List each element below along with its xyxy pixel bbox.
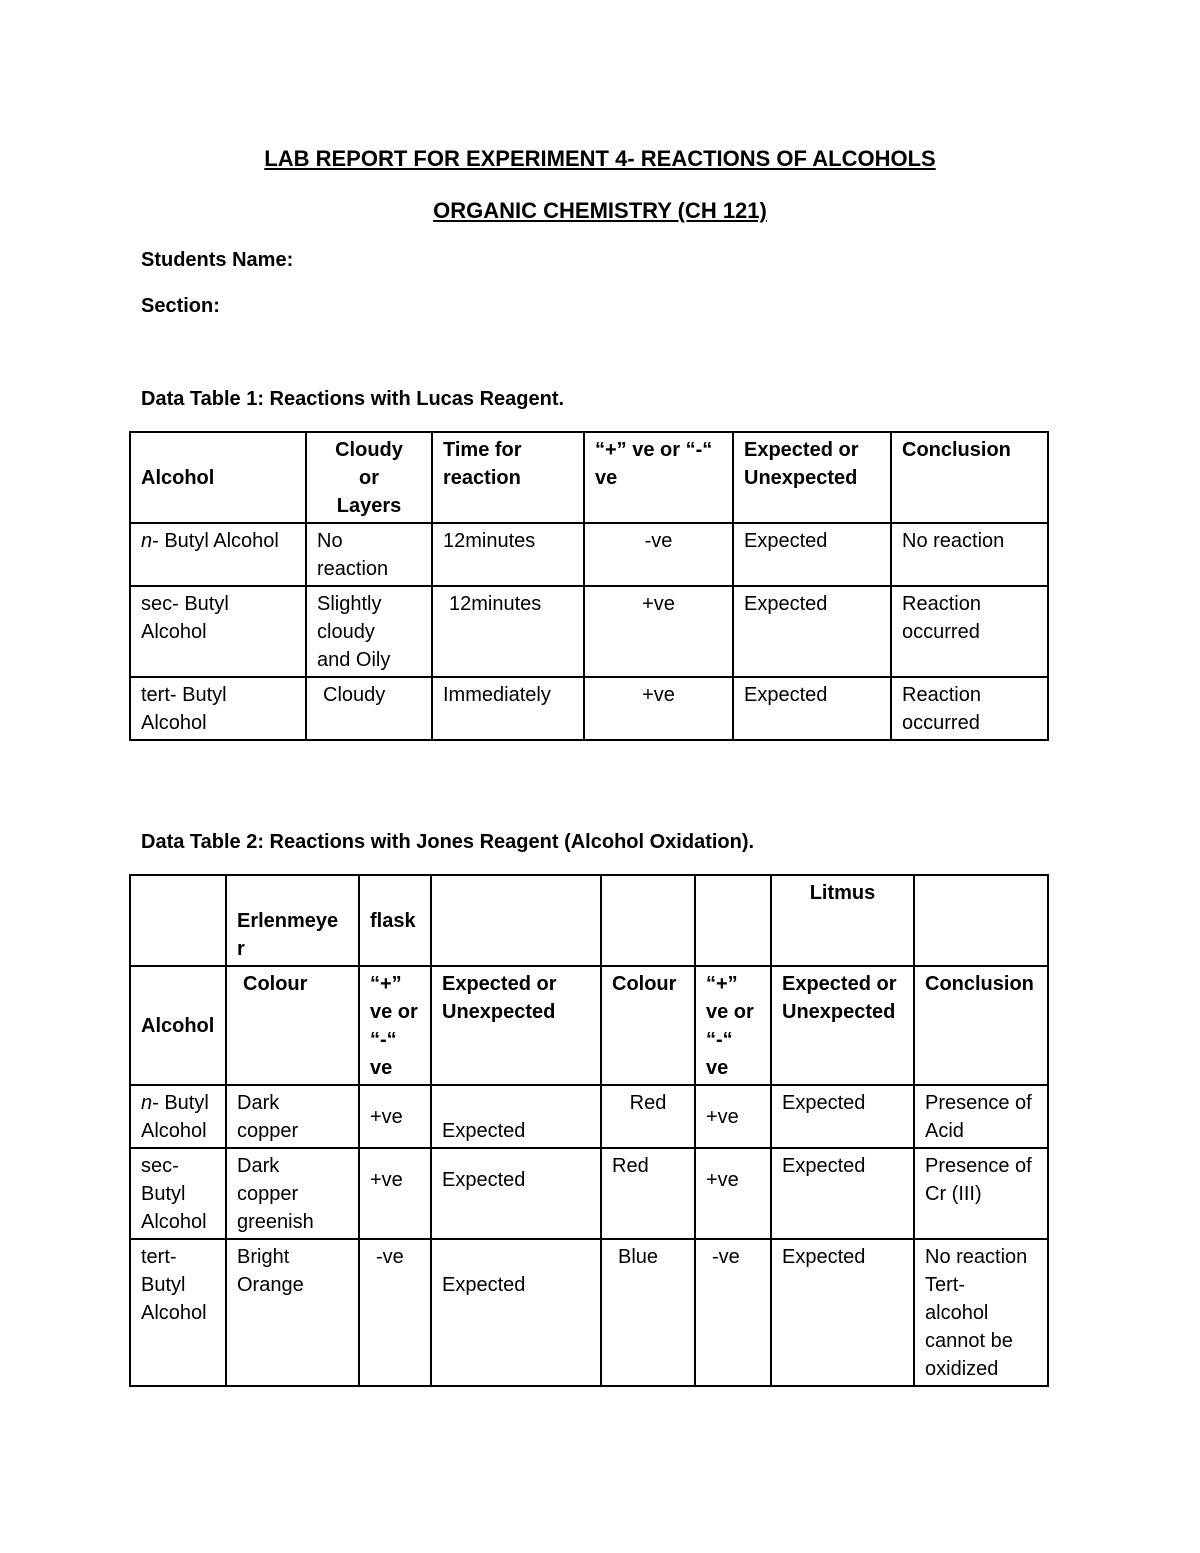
table1-caption: Data Table 1: Reactions with Lucas Reagent.: [141, 388, 565, 410]
alcohol-cell: n- Butyl Alcohol: [130, 523, 306, 586]
t1-header-sign: “+” ve or “-“ ve: [584, 432, 733, 523]
t2-header-litmus-sign: “+” ve or “-“ ve: [695, 966, 771, 1085]
t2-group-litmus: Litmus: [771, 875, 914, 966]
t2-header-colour: Colour: [226, 966, 359, 1085]
conclusion-cell: Presence of Cr (III): [914, 1148, 1048, 1239]
sign-cell: -ve: [359, 1239, 431, 1386]
conclusion-cell: No reaction: [891, 523, 1048, 586]
t1-header-alcohol: Alcohol: [130, 432, 306, 523]
litmus-colour-cell: Blue: [601, 1239, 695, 1386]
table2-group-header-row: [130, 875, 1048, 966]
cloudy-cell: Slightly cloudy and Oily: [306, 586, 432, 677]
t2-header-expected: Expected or Unexpected: [431, 966, 601, 1085]
time-cell: 12minutes: [432, 523, 584, 586]
alcohol-cell: n- Butyl Alcohol: [130, 1085, 226, 1148]
litmus-expected-cell: Expected: [771, 1085, 914, 1148]
expected-cell: Expected: [431, 1239, 601, 1386]
conclusion-cell: No reaction Tert- alcohol cannot be oxidized: [914, 1239, 1048, 1386]
t2-header-litmus-expected: Expected or Unexpected: [771, 966, 914, 1085]
expected-cell: Expected: [733, 523, 891, 586]
t2-group-flask: flask: [359, 875, 431, 966]
report-title: LAB REPORT FOR EXPERIMENT 4- REACTIONS OF ALCOHOLS: [264, 146, 936, 171]
table-row: [130, 586, 1048, 677]
table-row: [130, 523, 1048, 586]
litmus-colour-cell: Red: [601, 1085, 695, 1148]
t2-group-empty: [695, 875, 771, 966]
alcohol-cell: sec- Butyl Alcohol: [130, 586, 306, 677]
section-label: Section:: [141, 295, 220, 317]
cloudy-cell: Cloudy: [306, 677, 432, 740]
table2-header-row: [130, 966, 1048, 1085]
t2-group-erlenmeyer: Erlenmeye r: [226, 875, 359, 966]
colour-cell: Dark copper: [226, 1085, 359, 1148]
expected-cell: Expected: [431, 1085, 601, 1148]
table-row: [130, 1239, 1048, 1386]
t2-group-empty: [914, 875, 1048, 966]
t2-header-conclusion: Conclusion: [914, 966, 1048, 1085]
sign-cell: +ve: [584, 677, 733, 740]
cloudy-cell: No reaction: [306, 523, 432, 586]
t1-header-cloudy: Cloudy or Layers: [306, 432, 432, 523]
alcohol-cell: sec- Butyl Alcohol: [130, 1148, 226, 1239]
t2-header-alcohol: Alcohol: [130, 966, 226, 1085]
student-name-label: Students Name:: [141, 249, 294, 271]
sign-cell: -ve: [584, 523, 733, 586]
conclusion-cell: Reaction occurred: [891, 677, 1048, 740]
litmus-expected-cell: Expected: [771, 1148, 914, 1239]
litmus-sign-cell: +ve: [695, 1148, 771, 1239]
expected-cell: Expected: [431, 1148, 601, 1239]
expected-cell: Expected: [733, 586, 891, 677]
course-title: ORGANIC CHEMISTRY (CH 121): [433, 198, 767, 223]
litmus-sign-cell: +ve: [695, 1085, 771, 1148]
time-cell: Immediately: [432, 677, 584, 740]
table-row: [130, 1085, 1048, 1148]
alcohol-cell: tert- Butyl Alcohol: [130, 677, 306, 740]
sign-cell: +ve: [359, 1148, 431, 1239]
t2-header-sign: “+” ve or “-“ ve: [359, 966, 431, 1085]
colour-cell: Bright Orange: [226, 1239, 359, 1386]
table2-caption: Data Table 2: Reactions with Jones Reagent (Alcohol Oxidation).: [141, 831, 755, 853]
conclusion-cell: Presence of Acid: [914, 1085, 1048, 1148]
t1-header-time: Time for reaction: [432, 432, 584, 523]
sign-cell: +ve: [584, 586, 733, 677]
t2-group-empty: [601, 875, 695, 966]
litmus-sign-cell: -ve: [695, 1239, 771, 1386]
litmus-expected-cell: Expected: [771, 1239, 914, 1386]
lucas-reagent-table: [129, 431, 1049, 741]
t2-group-empty: [431, 875, 601, 966]
conclusion-cell: Reaction occurred: [891, 586, 1048, 677]
t2-group-empty: [130, 875, 226, 966]
t1-header-expected: Expected or Unexpected: [733, 432, 891, 523]
t1-header-conclusion: Conclusion: [891, 432, 1048, 523]
expected-cell: Expected: [733, 677, 891, 740]
table1-header-row: [130, 432, 1048, 523]
sign-cell: +ve: [359, 1085, 431, 1148]
litmus-colour-cell: Red: [601, 1148, 695, 1239]
table-row: [130, 677, 1048, 740]
colour-cell: Dark copper greenish: [226, 1148, 359, 1239]
time-cell: 12minutes: [432, 586, 584, 677]
jones-reagent-table: [129, 874, 1049, 1387]
t2-header-litmus-colour: Colour: [601, 966, 695, 1085]
table-row: [130, 1148, 1048, 1239]
alcohol-cell: tert- Butyl Alcohol: [130, 1239, 226, 1386]
